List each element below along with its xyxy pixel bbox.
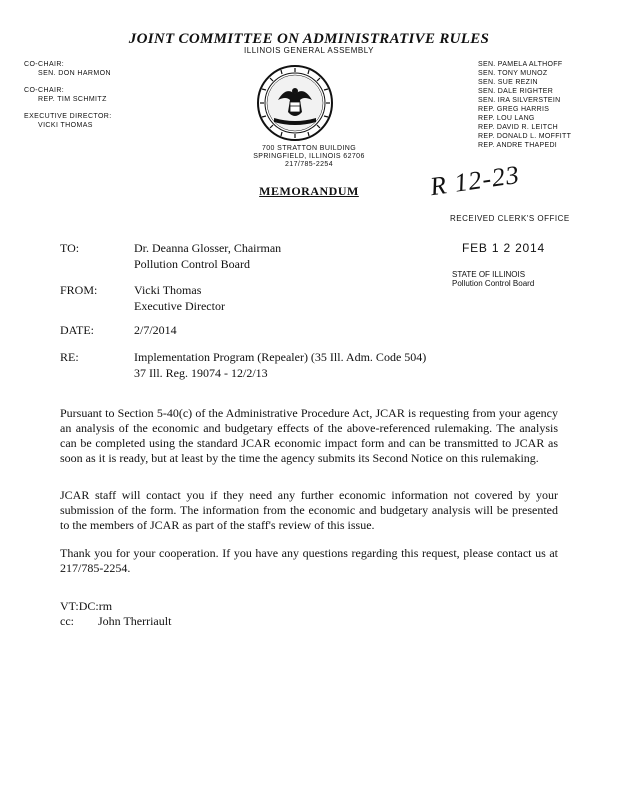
committee-title: JOINT COMMITTEE ON ADMINISTRATIVE RULES: [128, 31, 490, 47]
re-label: RE:: [60, 350, 79, 364]
address-line: SPRINGFIELD, ILLINOIS 62706: [253, 153, 365, 160]
stamp-line: STATE OF ILLINOIS: [452, 270, 526, 279]
member-name: SEN. SUE REZIN: [478, 79, 538, 86]
received-stamp-agency: [452, 270, 534, 288]
from-value: [134, 282, 225, 314]
address-line: 700 STRATTON BUILDING: [261, 145, 357, 152]
memorandum-heading: MEMORANDUM: [259, 184, 359, 198]
to-line: Dr. Deanna Glosser, Chairman: [134, 241, 282, 255]
from-line: Executive Director: [134, 299, 225, 313]
body-paragraph-1: Pursuant to Section 5-40(c) of the Administrative Procedure Act, JCAR is requesting from your agency an analysis of the economic and budgetary effects of the above-referenced rulemaking. The analysis can be completed using the standard JCAR economic impact form and can be transmitted to JCAR as soon as it is ready, but at least by the time the agency submits its Second Notice on this rulemaking.: [60, 406, 558, 465]
from-label: FROM:: [60, 283, 98, 297]
date-line: 2/7/2014: [134, 323, 177, 337]
member-name: SEN. IRA SILVERSTEIN: [478, 97, 561, 104]
body-paragraph-2: JCAR staff will contact you if they need any further economic information not covered by your submission of the form. The information from the economic and budgetary analysis will be presented to the members of JCAR as part of the staff's review of this issue.: [60, 488, 558, 532]
from-line: Vicki Thomas: [134, 283, 202, 297]
to-label: TO:: [60, 241, 80, 255]
committee-subtitle: ILLINOIS GENERAL ASSEMBLY: [244, 46, 374, 55]
stamp-line: Pollution Control Board: [452, 279, 535, 288]
author-initials: VT:DC:rm: [60, 599, 113, 613]
staff-role: EXECUTIVE DIRECTOR:: [24, 113, 112, 120]
staff-name: SEN. DON HARMON: [38, 70, 111, 77]
body-paragraph-3: Thank you for your cooperation. If you have any questions regarding this request, please contact us at 217/785-2254.: [60, 546, 558, 575]
illinois-seal-icon: [256, 64, 334, 142]
handwritten-docket-number: R 12-23: [428, 159, 522, 202]
address-line: 217/785-2254: [284, 161, 333, 168]
staff-role: CO-CHAIR:: [24, 61, 65, 68]
member-name: SEN. PAMELA ALTHOFF: [478, 61, 563, 68]
cc-recipient: John Therriault: [98, 614, 172, 628]
to-line: Pollution Control Board: [134, 257, 251, 271]
re-line: 37 Ill. Reg. 19074 - 12/2/13: [134, 366, 268, 380]
re-line: Implementation Program (Repealer) (35 Ill. Adm. Code 504): [134, 350, 427, 364]
received-stamp-date: FEB 1 2 2014: [462, 241, 545, 255]
staff-role: CO-CHAIR:: [24, 87, 65, 94]
member-name: SEN. DALE RIGHTER: [478, 88, 554, 95]
staff-name: REP. TIM SCHMITZ: [38, 96, 107, 103]
left-staff-list: [24, 60, 112, 138]
staff-name: VICKI THOMAS: [38, 122, 93, 129]
committee-members-list: [478, 60, 571, 150]
date-label: DATE:: [60, 323, 94, 337]
member-name: REP. GREG HARRIS: [478, 106, 550, 113]
to-value: [134, 240, 281, 272]
member-name: REP. DAVID R. LEITCH: [478, 124, 559, 131]
member-name: REP. DONALD L. MOFFITT: [478, 133, 572, 140]
committee-address: [0, 145, 618, 169]
cc-label: cc:: [60, 614, 74, 628]
member-name: REP. ANDRE THAPEDI: [478, 142, 558, 149]
date-value: [134, 322, 177, 338]
member-name: SEN. TONY MUNOZ: [478, 70, 548, 77]
received-stamp-text: RECEIVED CLERK'S OFFICE: [450, 214, 570, 223]
re-value: [134, 349, 426, 381]
member-name: REP. LOU LANG: [478, 115, 535, 122]
